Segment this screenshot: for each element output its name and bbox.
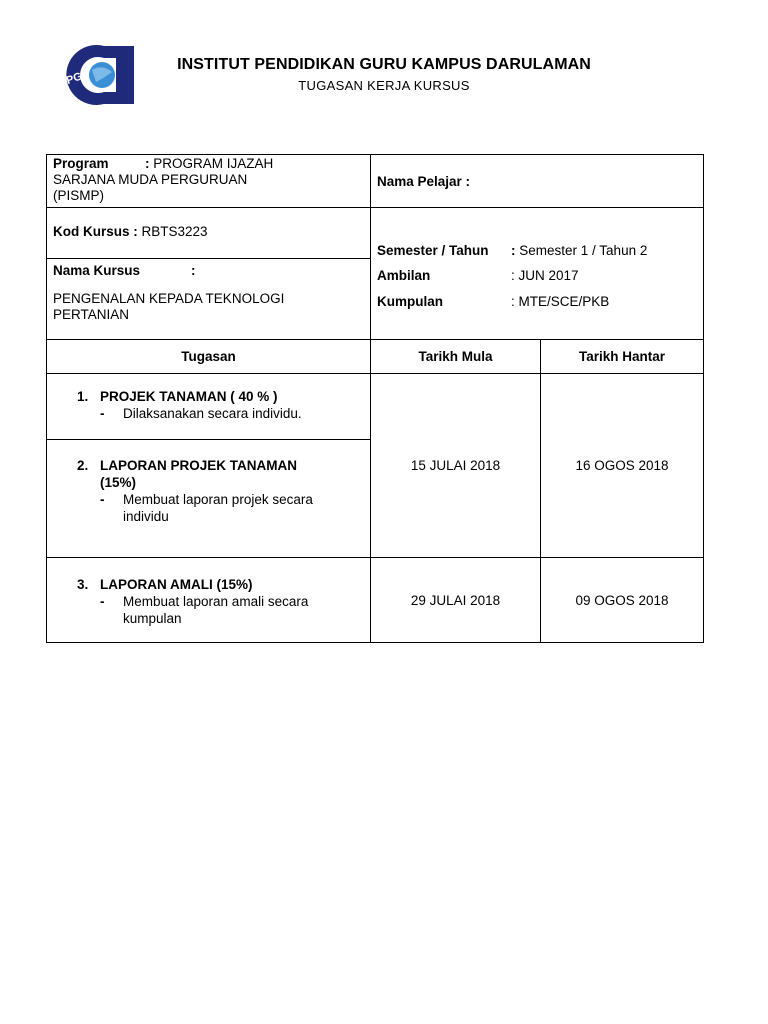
task-item: 2. LAPORAN PROJEK TANAMAN (15%) - Membuat laporan projek secara individu bbox=[77, 458, 313, 524]
svg-text:IPG: IPG bbox=[61, 70, 84, 89]
nama-pelajar-cell: Nama Pelajar : bbox=[371, 155, 704, 208]
document-subtitle: TUGASAN KERJA KURSUS bbox=[298, 78, 470, 93]
ipg-logo bbox=[54, 44, 138, 106]
program-cell: Program : PROGRAM IJAZAH SARJANA MUDA PERGURUAN (PISMP) bbox=[47, 155, 371, 208]
coursework-table bbox=[46, 154, 704, 643]
tarikh-mula-1: 15 JULAI 2018 bbox=[371, 374, 541, 558]
task-item: 3. LAPORAN AMALI (15%) - Membuat laporan amali secara kumpulan bbox=[77, 577, 309, 626]
tasks-group-2 bbox=[47, 558, 371, 643]
semester-cell: Semester / Tahun : Semester 1 / Tahun 2 Ambilan : JUN 2017 Kumpulan : MTE/SCE/PKB bbox=[371, 208, 704, 340]
institute-title: INSTITUT PENDIDIKAN GURU KAMPUS DARULAMAN bbox=[177, 56, 591, 73]
tarikh-hantar-2: 09 OGOS 2018 bbox=[541, 558, 704, 643]
header-tarikh-mula: Tarikh Mula bbox=[371, 340, 541, 374]
header-tugasan: Tugasan bbox=[47, 340, 371, 374]
nama-kursus-cell: Nama Kursus : PENGENALAN KEPADA TEKNOLOGI PERTANIAN bbox=[47, 259, 371, 340]
tarikh-mula-2: 29 JULAI 2018 bbox=[371, 558, 541, 643]
header-tarikh-hantar: Tarikh Hantar bbox=[541, 340, 704, 374]
tasks-group-1 bbox=[47, 374, 371, 558]
task-item: 1. PROJEK TANAMAN ( 40 % ) - Dilaksanakan secara individu. bbox=[47, 374, 370, 440]
tarikh-hantar-1: 16 OGOS 2018 bbox=[541, 374, 704, 558]
kod-kursus-cell: Kod Kursus : RBTS3223 bbox=[47, 208, 371, 259]
